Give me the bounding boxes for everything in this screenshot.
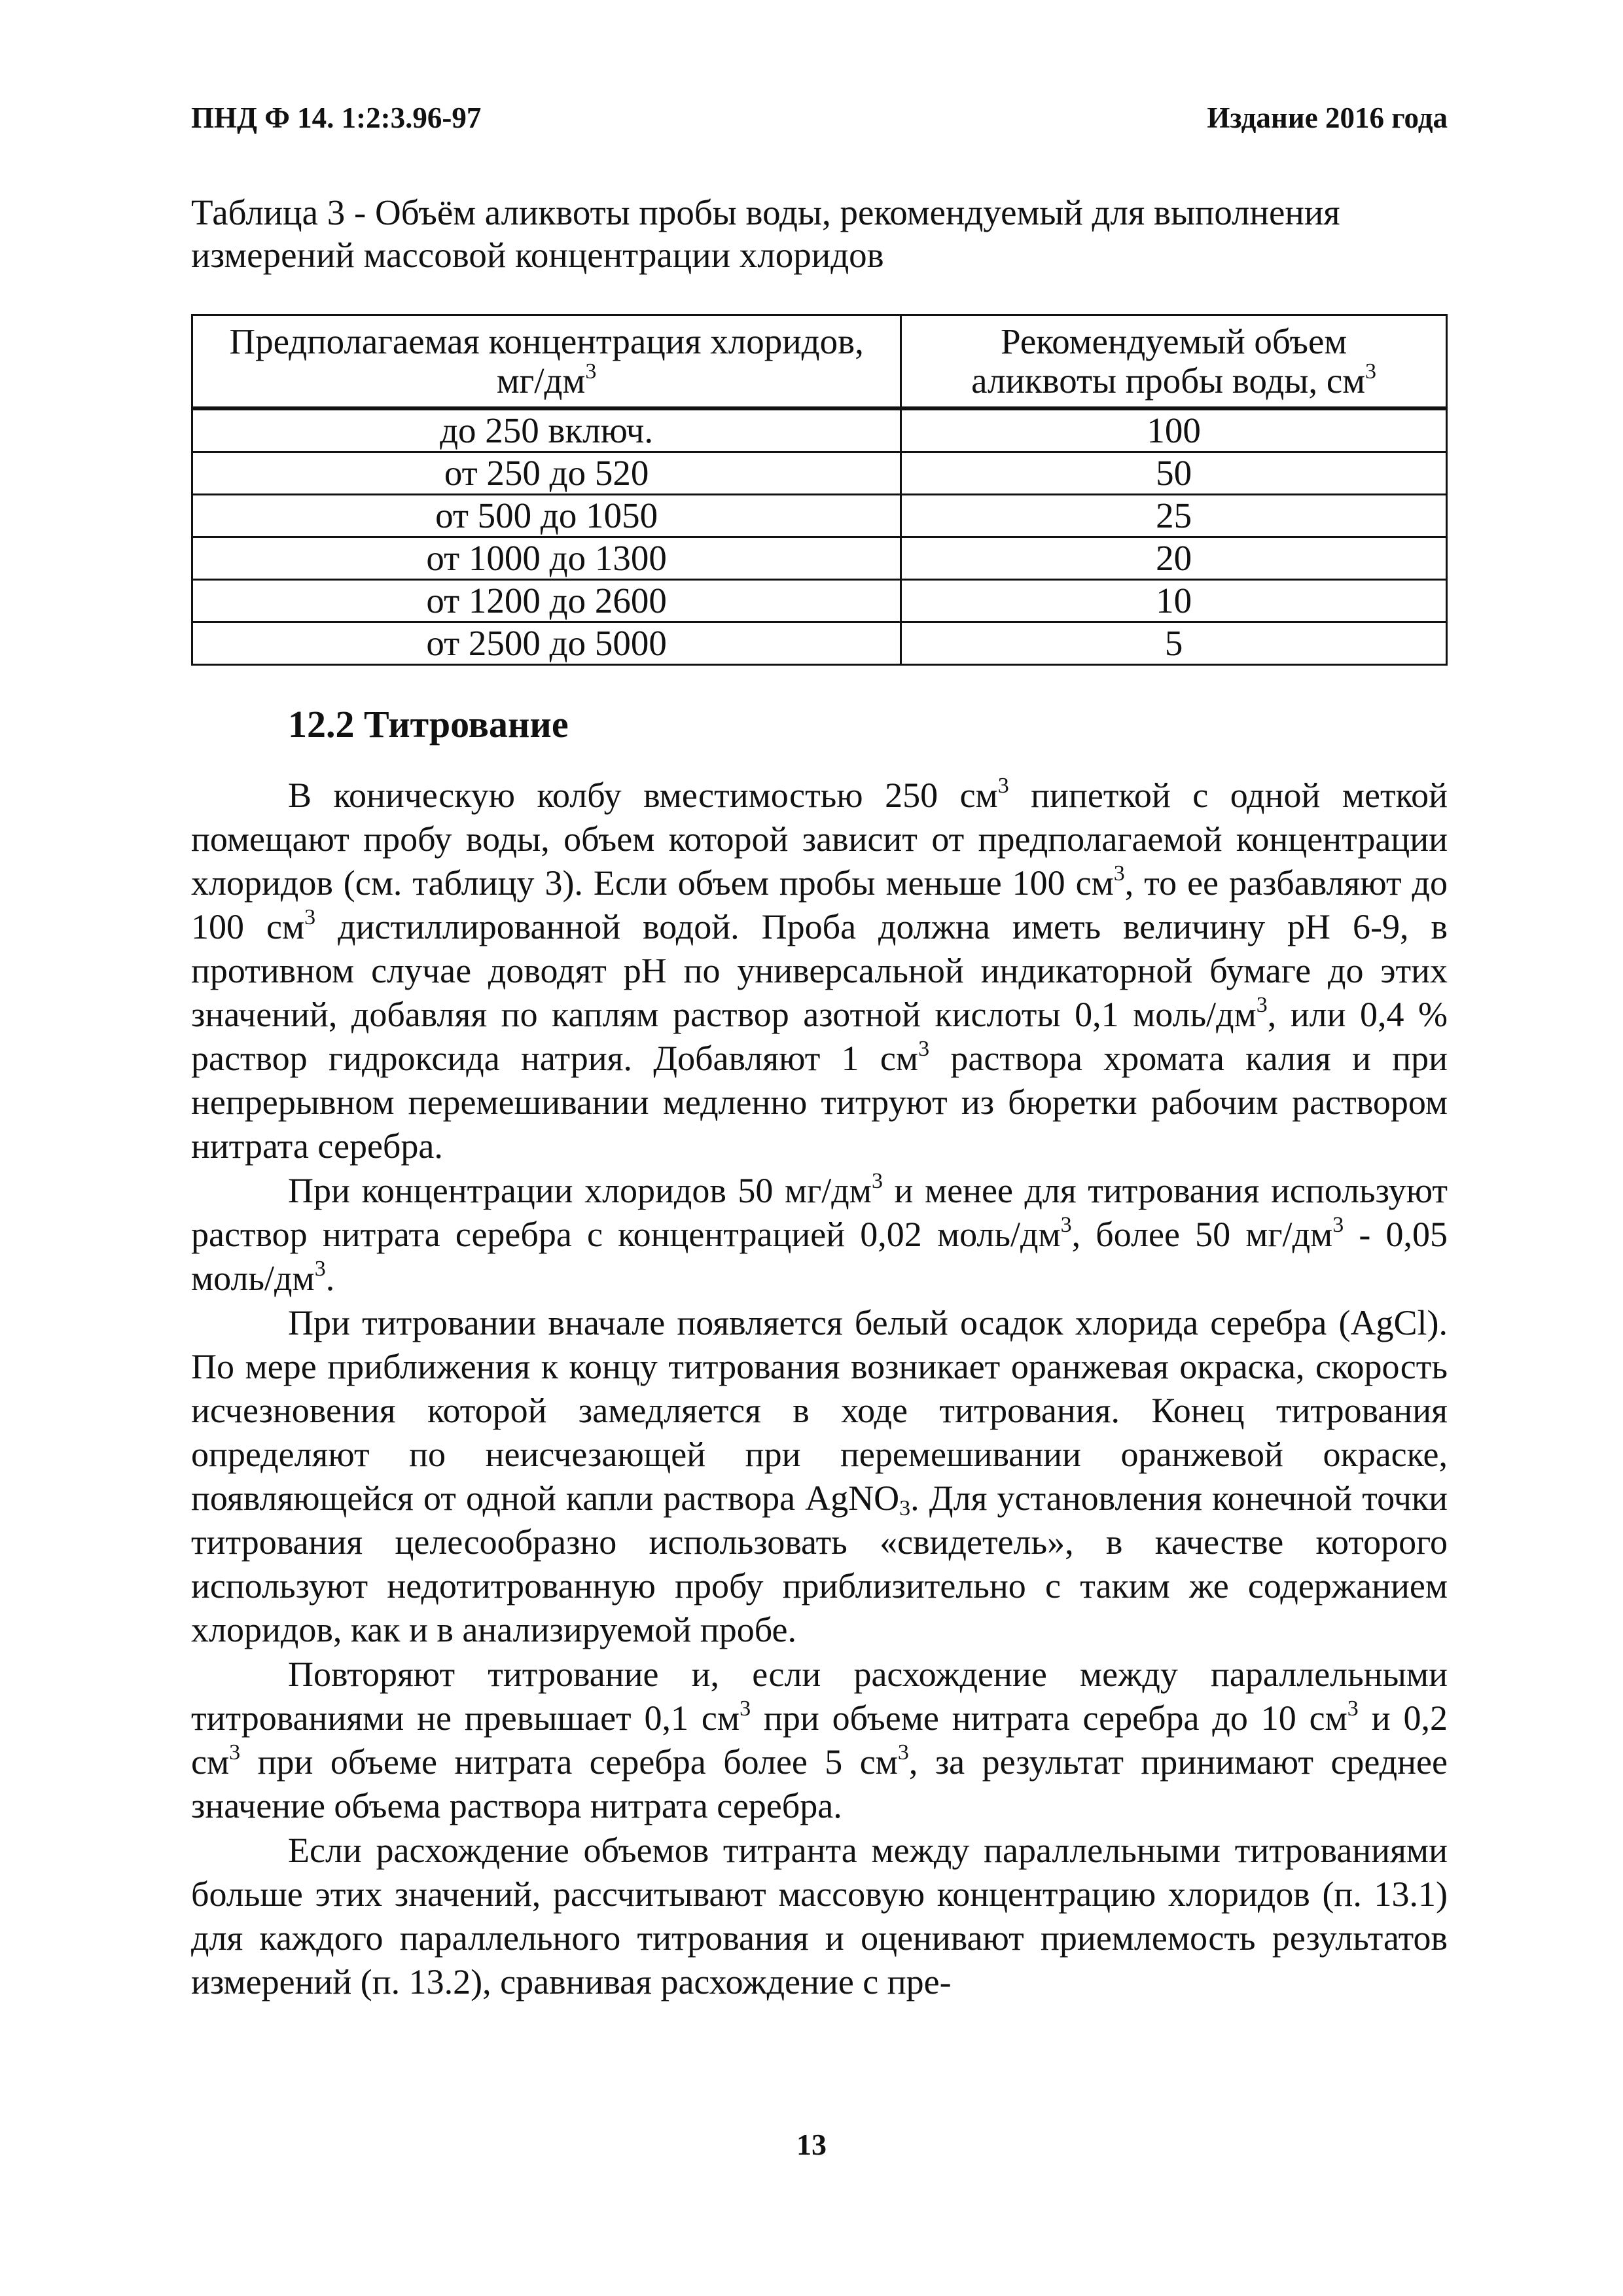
superscript-3: 3 xyxy=(871,1169,883,1193)
volume-cell: 100 xyxy=(901,408,1447,452)
column-header-concentration xyxy=(192,315,901,409)
document-code: ПНД Ф 14. 1:2:3.96-97 xyxy=(191,101,482,134)
body-text xyxy=(191,774,1448,2004)
superscript-3: 3 xyxy=(897,1740,909,1765)
text-run: В коническую колбу вместимостью 250 см xyxy=(288,776,998,815)
table-header-row xyxy=(192,315,1447,409)
text-run: при объеме нитрата серебра до 10 см xyxy=(751,1698,1347,1738)
page-number: 13 xyxy=(796,2128,827,2161)
text-run: дистиллированной водой. Проба должна иметь величину рН 6-9, в противном случае доводят рН по универсальной индикаторной бумаге до этих значений, добавляя по каплям раствор азотной кислоты 0,1 моль/дм xyxy=(191,907,1448,1034)
superscript-3: 3 xyxy=(1113,861,1125,886)
superscript-3: 3 xyxy=(1332,1213,1344,1237)
section-title: 12.2 Титрование xyxy=(288,703,569,745)
text-run: Повторяют титрование и, если расхождение между параллельными титрованиями не превышает 0,1 см xyxy=(191,1655,1448,1738)
text-run: и менее для титрования используют раствор нитрата серебра с концентрацией 0,02 моль/дм xyxy=(191,1171,1448,1254)
superscript-3: 3 xyxy=(997,774,1009,798)
text-run: . xyxy=(325,1259,335,1298)
concentration-cell: от 500 до 1050 xyxy=(192,495,901,537)
text-run: раствора хромата калия и при непрерывном перемешивании медленно титруют из бюретки рабочим раствором нитрата серебра. xyxy=(191,1039,1448,1166)
text-run: при объеме нитрата серебра более 5 см xyxy=(240,1742,898,1782)
text-run: Если расхождение объемов титранта между параллельными титрованиями больше этих значений, рассчитывают массовую концентрацию хлоридов (п. 13.1) для каждого параллельного титрования и оценивают приемлемость результатов измерений (п. 13.2), сравнивая расхождение с пре- xyxy=(191,1831,1448,2001)
paragraph-1 xyxy=(191,774,1448,1168)
superscript-3: 3 xyxy=(304,905,316,929)
table-row xyxy=(192,408,1447,452)
superscript-3: 3 xyxy=(1365,359,1377,384)
volume-cell: 50 xyxy=(901,452,1447,495)
paragraph-5 xyxy=(191,1829,1448,2004)
table-row xyxy=(192,622,1447,665)
superscript-3: 3 xyxy=(918,1037,930,1061)
table-row xyxy=(192,452,1447,495)
volume-cell: 5 xyxy=(901,622,1447,665)
table-row xyxy=(192,580,1447,622)
volume-cell: 25 xyxy=(901,495,1447,537)
text-run: . Для установления конечной точки титрования целесообразно использовать «свидетель», в качестве которого используют недотитрованную пробу приблизительно с таким же содержанием хлоридов, как и в анализируемой пробе. xyxy=(191,1479,1448,1649)
text-run: , или 0,4 % раствор гидроксида натрия. Добавляют 1 см xyxy=(191,995,1448,1078)
text-run: , за результат принимают среднее значение объема раствора нитрата серебра. xyxy=(191,1742,1448,1825)
table-caption: Таблица 3 - Объём аликвоты пробы воды, рекомендуемый для выполнения измерений массовой концентрации хлоридов xyxy=(191,192,1340,275)
edition-label: Издание 2016 года xyxy=(1207,101,1448,134)
superscript-3: 3 xyxy=(585,359,597,384)
paragraph-3 xyxy=(191,1301,1448,1652)
subscript-3: 3 xyxy=(899,1496,911,1520)
volume-cell: 10 xyxy=(901,580,1447,622)
column-header-concentration-text: Предполагаемая концентрация хлоридов, xyxy=(229,321,864,361)
text-run: , то ее разбавляют до 100 см xyxy=(191,863,1448,946)
column-header-volume-text: Рекомендуемый объем xyxy=(1001,321,1347,361)
superscript-3: 3 xyxy=(1256,993,1268,1017)
superscript-3: 3 xyxy=(314,1257,326,1281)
text-run: При титровании вначале появляется белый осадок хлорида серебра (AgCl). По мере приближения к концу титрования возникает оранжевая окраска, скорость исчезновения которой замедляется в ходе титрования. Конец титрования определяют по неисчезающей при перемешивании оранжевой окраске, появляющейся от одной капли раствора AgNO xyxy=(191,1303,1448,1518)
text-run: , более 50 мг/дм xyxy=(1071,1215,1333,1254)
text-run: - 0,05 моль/дм xyxy=(191,1215,1448,1298)
superscript-3: 3 xyxy=(740,1696,751,1721)
text-run: пипеткой с одной меткой помещают пробу воды, объем которой зависит от предполагаемой концентрации хлоридов (см. таблицу 3). Если объем пробы меньше 100 см xyxy=(191,776,1448,903)
column-header-volume xyxy=(901,315,1447,409)
volume-cell: 20 xyxy=(901,537,1447,580)
concentration-cell: до 250 включ. xyxy=(192,408,901,452)
aliquot-volume-table xyxy=(191,314,1448,666)
column-header-volume-text-2: аликвоты пробы воды, см xyxy=(971,361,1366,401)
superscript-3: 3 xyxy=(229,1740,241,1765)
concentration-cell: от 1200 до 2600 xyxy=(192,580,901,622)
paragraph-4 xyxy=(191,1653,1448,1828)
text-run: При концентрации хлоридов 50 мг/дм xyxy=(288,1171,872,1210)
text-run: и 0,2 см xyxy=(191,1698,1448,1782)
concentration-cell: от 2500 до 5000 xyxy=(192,622,901,665)
table-row xyxy=(192,537,1447,580)
column-header-concentration-unit: мг/дм xyxy=(496,361,586,401)
concentration-cell: от 250 до 520 xyxy=(192,452,901,495)
paragraph-2 xyxy=(191,1169,1448,1300)
table-row xyxy=(192,495,1447,537)
concentration-cell: от 1000 до 1300 xyxy=(192,537,901,580)
superscript-3: 3 xyxy=(1060,1213,1072,1237)
superscript-3: 3 xyxy=(1347,1696,1359,1721)
